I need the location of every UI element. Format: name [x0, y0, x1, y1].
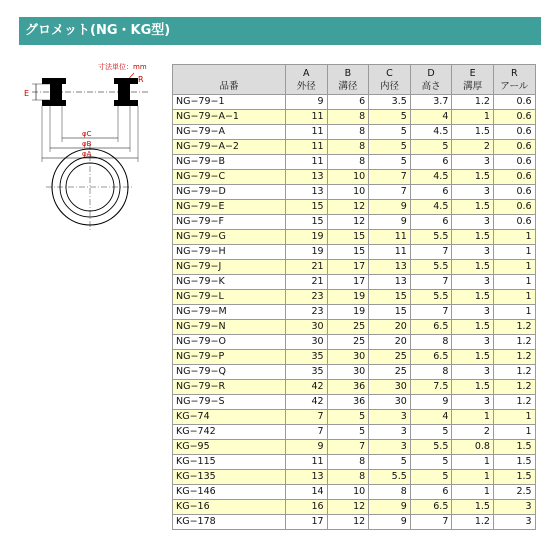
value-cell: 1 — [452, 485, 494, 500]
part-number-cell: NG−79−O — [173, 335, 286, 350]
value-cell: 3.7 — [410, 95, 452, 110]
table-row — [173, 170, 536, 185]
header-col-4 — [410, 65, 452, 95]
table-row — [173, 275, 536, 290]
part-number-cell: KG−95 — [173, 440, 286, 455]
value-cell: 1.5 — [452, 320, 494, 335]
part-number-cell: KG−74 — [173, 410, 286, 425]
value-cell: 7 — [286, 410, 328, 425]
part-number-cell: NG−79−A−2 — [173, 140, 286, 155]
value-cell: 8 — [327, 125, 369, 140]
value-cell: 1.5 — [452, 350, 494, 365]
value-cell: 17 — [286, 515, 328, 530]
table-row — [173, 155, 536, 170]
value-cell: 5.5 — [369, 470, 411, 485]
value-cell: 19 — [327, 290, 369, 305]
value-cell: 1.5 — [452, 500, 494, 515]
value-cell: 0.6 — [493, 200, 535, 215]
value-cell: 19 — [327, 305, 369, 320]
header-name: 溝径 — [338, 80, 358, 92]
part-number-cell: NG−79−L — [173, 290, 286, 305]
value-cell: 1.2 — [493, 395, 535, 410]
value-cell: 1 — [493, 290, 535, 305]
value-cell: 9 — [369, 500, 411, 515]
value-cell: 30 — [286, 320, 328, 335]
value-cell: 3 — [452, 365, 494, 380]
part-number-cell: NG−79−J — [173, 260, 286, 275]
value-cell: 3 — [369, 440, 411, 455]
value-cell: 13 — [286, 185, 328, 200]
value-cell: 0.8 — [452, 440, 494, 455]
value-cell: 12 — [327, 500, 369, 515]
value-cell: 1.5 — [493, 470, 535, 485]
value-cell: 25 — [327, 320, 369, 335]
value-cell: 36 — [327, 380, 369, 395]
part-number-cell: NG−79−Q — [173, 365, 286, 380]
value-cell: 10 — [327, 170, 369, 185]
value-cell: 3 — [452, 305, 494, 320]
header-code: B — [344, 67, 352, 79]
value-cell: 1.2 — [493, 320, 535, 335]
r-label: R — [138, 75, 144, 84]
part-number-cell: NG−79−M — [173, 305, 286, 320]
value-cell: 11 — [286, 125, 328, 140]
value-cell: 4 — [410, 410, 452, 425]
value-cell: 3 — [452, 155, 494, 170]
part-number-cell: KG−16 — [173, 500, 286, 515]
table-row — [173, 350, 536, 365]
value-cell: 12 — [327, 215, 369, 230]
value-cell: 11 — [369, 230, 411, 245]
value-cell: 0.6 — [493, 125, 535, 140]
value-cell: 5.5 — [410, 230, 452, 245]
value-cell: 0.6 — [493, 140, 535, 155]
part-number-cell: KG−135 — [173, 470, 286, 485]
value-cell: 1.2 — [493, 380, 535, 395]
value-cell: 8 — [410, 365, 452, 380]
header-code: C — [386, 67, 393, 79]
value-cell: 8 — [327, 110, 369, 125]
value-cell: 8 — [369, 485, 411, 500]
value-cell: 13 — [286, 470, 328, 485]
value-cell: 1.5 — [452, 125, 494, 140]
value-cell: 2 — [452, 425, 494, 440]
value-cell: 5 — [327, 410, 369, 425]
value-cell: 30 — [327, 350, 369, 365]
value-cell: 11 — [286, 155, 328, 170]
part-number-cell: NG−79−N — [173, 320, 286, 335]
table-row — [173, 440, 536, 455]
part-number-cell: KG−742 — [173, 425, 286, 440]
header-name: アール — [500, 80, 529, 92]
value-cell: 10 — [327, 485, 369, 500]
value-cell: 19 — [286, 230, 328, 245]
table-row — [173, 200, 536, 215]
value-cell: 21 — [286, 275, 328, 290]
value-cell: 5 — [410, 455, 452, 470]
b-label: φB — [82, 140, 92, 148]
header-code: D — [427, 67, 435, 79]
value-cell: 35 — [286, 365, 328, 380]
header-name: 高さ — [421, 80, 441, 92]
part-number-cell: NG−79−H — [173, 245, 286, 260]
value-cell: 5 — [369, 125, 411, 140]
value-cell: 3.5 — [369, 95, 411, 110]
table-row — [173, 515, 536, 530]
value-cell: 19 — [286, 245, 328, 260]
value-cell: 9 — [286, 440, 328, 455]
part-number-cell: NG−79−P — [173, 350, 286, 365]
value-cell: 5 — [369, 110, 411, 125]
value-cell: 3 — [452, 245, 494, 260]
value-cell: 11 — [286, 140, 328, 155]
unit-label: 寸法単位：mm — [98, 63, 147, 71]
value-cell: 1 — [493, 425, 535, 440]
value-cell: 2.5 — [493, 485, 535, 500]
value-cell: 1.2 — [493, 365, 535, 380]
table-row — [173, 185, 536, 200]
value-cell: 0.6 — [493, 170, 535, 185]
value-cell: 4 — [410, 110, 452, 125]
value-cell: 8 — [327, 470, 369, 485]
value-cell: 11 — [286, 110, 328, 125]
value-cell: 30 — [369, 380, 411, 395]
value-cell: 23 — [286, 305, 328, 320]
header-col-3 — [369, 65, 411, 95]
grommet-spec-table — [172, 64, 536, 530]
value-cell: 42 — [286, 380, 328, 395]
value-cell: 5 — [410, 425, 452, 440]
table-row — [173, 320, 536, 335]
table-body — [173, 95, 536, 530]
value-cell: 7 — [410, 275, 452, 290]
table-row — [173, 110, 536, 125]
value-cell: 15 — [369, 305, 411, 320]
header-part-number — [173, 65, 286, 95]
value-cell: 5.5 — [410, 260, 452, 275]
value-cell: 12 — [327, 515, 369, 530]
part-number-cell: NG−79−D — [173, 185, 286, 200]
a-label: φA — [82, 150, 92, 158]
value-cell: 5.5 — [410, 290, 452, 305]
value-cell: 7 — [369, 170, 411, 185]
value-cell: 10 — [327, 185, 369, 200]
value-cell: 1.5 — [452, 260, 494, 275]
e-label: E — [24, 89, 30, 98]
part-number-cell: NG−79−K — [173, 275, 286, 290]
value-cell: 20 — [369, 335, 411, 350]
value-cell: 7.5 — [410, 380, 452, 395]
part-number-cell: NG−79−A−1 — [173, 110, 286, 125]
value-cell: 17 — [327, 260, 369, 275]
part-number-cell: NG−79−A — [173, 125, 286, 140]
value-cell: 5 — [410, 140, 452, 155]
value-cell: 0.6 — [493, 185, 535, 200]
value-cell: 15 — [327, 230, 369, 245]
value-cell: 6 — [410, 185, 452, 200]
value-cell: 3 — [369, 425, 411, 440]
value-cell: 8 — [327, 155, 369, 170]
value-cell: 4.5 — [410, 125, 452, 140]
value-cell: 12 — [327, 200, 369, 215]
value-cell: 5 — [369, 155, 411, 170]
value-cell: 0.6 — [493, 110, 535, 125]
value-cell: 6.5 — [410, 500, 452, 515]
part-number-cell: KG−146 — [173, 485, 286, 500]
value-cell: 1 — [493, 410, 535, 425]
value-cell: 5 — [410, 470, 452, 485]
value-cell: 13 — [286, 170, 328, 185]
value-cell: 30 — [286, 335, 328, 350]
header-code: E — [469, 67, 476, 79]
value-cell: 1 — [493, 245, 535, 260]
page-title: グロメット(NG・KG型) — [19, 17, 541, 45]
value-cell: 11 — [286, 455, 328, 470]
value-cell: 30 — [327, 365, 369, 380]
value-cell: 5 — [369, 140, 411, 155]
value-cell: 5 — [327, 425, 369, 440]
value-cell: 1.2 — [493, 335, 535, 350]
header-name: 外径 — [296, 80, 316, 92]
table-row — [173, 425, 536, 440]
value-cell: 6 — [410, 485, 452, 500]
value-cell: 30 — [369, 395, 411, 410]
value-cell: 2 — [452, 140, 494, 155]
value-cell: 7 — [410, 515, 452, 530]
value-cell: 3 — [369, 410, 411, 425]
table-row — [173, 140, 536, 155]
value-cell: 1 — [452, 455, 494, 470]
value-cell: 1.5 — [452, 170, 494, 185]
table-row — [173, 485, 536, 500]
part-number-cell: NG−79−E — [173, 200, 286, 215]
table-row — [173, 455, 536, 470]
table-header-row — [173, 65, 536, 95]
value-cell: 9 — [369, 200, 411, 215]
part-number-cell: NG−79−C — [173, 170, 286, 185]
value-cell: 8 — [327, 140, 369, 155]
part-number-cell: KG−178 — [173, 515, 286, 530]
part-number-cell: NG−79−S — [173, 395, 286, 410]
value-cell: 8 — [410, 335, 452, 350]
value-cell: 4.5 — [410, 200, 452, 215]
part-number-cell: KG−115 — [173, 455, 286, 470]
value-cell: 1 — [493, 305, 535, 320]
value-cell: 3 — [452, 395, 494, 410]
value-cell: 14 — [286, 485, 328, 500]
value-cell: 5 — [369, 455, 411, 470]
value-cell: 17 — [327, 275, 369, 290]
header-code: R — [510, 67, 518, 79]
value-cell: 16 — [286, 500, 328, 515]
value-cell: 36 — [327, 395, 369, 410]
header-col-1 — [286, 65, 328, 95]
value-cell: 15 — [369, 290, 411, 305]
table-row — [173, 335, 536, 350]
header-code: A — [303, 67, 310, 79]
header-name: 品番 — [219, 81, 239, 92]
value-cell: 3 — [452, 275, 494, 290]
value-cell: 1.5 — [452, 230, 494, 245]
value-cell: 6 — [327, 95, 369, 110]
table-row — [173, 125, 536, 140]
value-cell: 7 — [327, 440, 369, 455]
value-cell: 21 — [286, 260, 328, 275]
value-cell: 3 — [452, 185, 494, 200]
value-cell: 1.2 — [452, 95, 494, 110]
table-row — [173, 215, 536, 230]
part-number-cell: NG−79−R — [173, 380, 286, 395]
header-col-5 — [452, 65, 494, 95]
table-row — [173, 395, 536, 410]
value-cell: 25 — [369, 350, 411, 365]
value-cell: 1 — [493, 230, 535, 245]
value-cell: 4.5 — [410, 170, 452, 185]
grommet-top-view — [46, 144, 134, 230]
c-label: φC — [82, 130, 92, 138]
value-cell: 0.6 — [493, 215, 535, 230]
value-cell: 1.5 — [493, 440, 535, 455]
value-cell: 23 — [286, 290, 328, 305]
value-cell: 1 — [452, 410, 494, 425]
table-row — [173, 500, 536, 515]
table-row — [173, 95, 536, 110]
table-row — [173, 410, 536, 425]
value-cell: 0.6 — [493, 155, 535, 170]
grommet-cross-section — [32, 78, 150, 106]
value-cell: 6.5 — [410, 320, 452, 335]
value-cell: 11 — [369, 245, 411, 260]
table-row — [173, 305, 536, 320]
value-cell: 7 — [286, 425, 328, 440]
value-cell: 5.5 — [410, 440, 452, 455]
value-cell: 7 — [410, 305, 452, 320]
table-row — [173, 380, 536, 395]
value-cell: 1 — [493, 275, 535, 290]
value-cell: 6 — [410, 215, 452, 230]
table-row — [173, 245, 536, 260]
value-cell: 25 — [369, 365, 411, 380]
value-cell: 1.2 — [452, 515, 494, 530]
value-cell: 3 — [493, 515, 535, 530]
value-cell: 13 — [369, 260, 411, 275]
grommet-dimension-diagram — [22, 60, 162, 230]
value-cell: 15 — [327, 245, 369, 260]
value-cell: 6.5 — [410, 350, 452, 365]
value-cell: 1 — [452, 110, 494, 125]
value-cell: 1 — [452, 470, 494, 485]
value-cell: 7 — [410, 245, 452, 260]
header-col-2 — [327, 65, 369, 95]
value-cell: 6 — [410, 155, 452, 170]
value-cell: 13 — [369, 275, 411, 290]
value-cell: 1 — [493, 260, 535, 275]
part-number-cell: NG−79−B — [173, 155, 286, 170]
value-cell: 25 — [327, 335, 369, 350]
value-cell: 8 — [327, 455, 369, 470]
value-cell: 3 — [493, 500, 535, 515]
value-cell: 1.5 — [452, 200, 494, 215]
part-number-cell: NG−79−F — [173, 215, 286, 230]
value-cell: 0.6 — [493, 95, 535, 110]
header-name: 内径 — [379, 80, 399, 92]
table-row — [173, 365, 536, 380]
value-cell: 9 — [286, 95, 328, 110]
value-cell: 20 — [369, 320, 411, 335]
value-cell: 7 — [369, 185, 411, 200]
value-cell: 1.2 — [493, 350, 535, 365]
table-row — [173, 260, 536, 275]
value-cell: 9 — [410, 395, 452, 410]
part-number-cell: NG−79−G — [173, 230, 286, 245]
table-row — [173, 470, 536, 485]
value-cell: 1.5 — [452, 380, 494, 395]
value-cell: 15 — [286, 200, 328, 215]
table-row — [173, 230, 536, 245]
value-cell: 42 — [286, 395, 328, 410]
value-cell: 9 — [369, 515, 411, 530]
value-cell: 35 — [286, 350, 328, 365]
value-cell: 1.5 — [452, 290, 494, 305]
value-cell: 3 — [452, 215, 494, 230]
value-cell: 1.5 — [493, 455, 535, 470]
value-cell: 15 — [286, 215, 328, 230]
table-row — [173, 290, 536, 305]
header-name: 溝厚 — [463, 80, 483, 92]
header-col-6 — [493, 65, 535, 95]
value-cell: 9 — [369, 215, 411, 230]
part-number-cell: NG−79−1 — [173, 95, 286, 110]
value-cell: 3 — [452, 335, 494, 350]
